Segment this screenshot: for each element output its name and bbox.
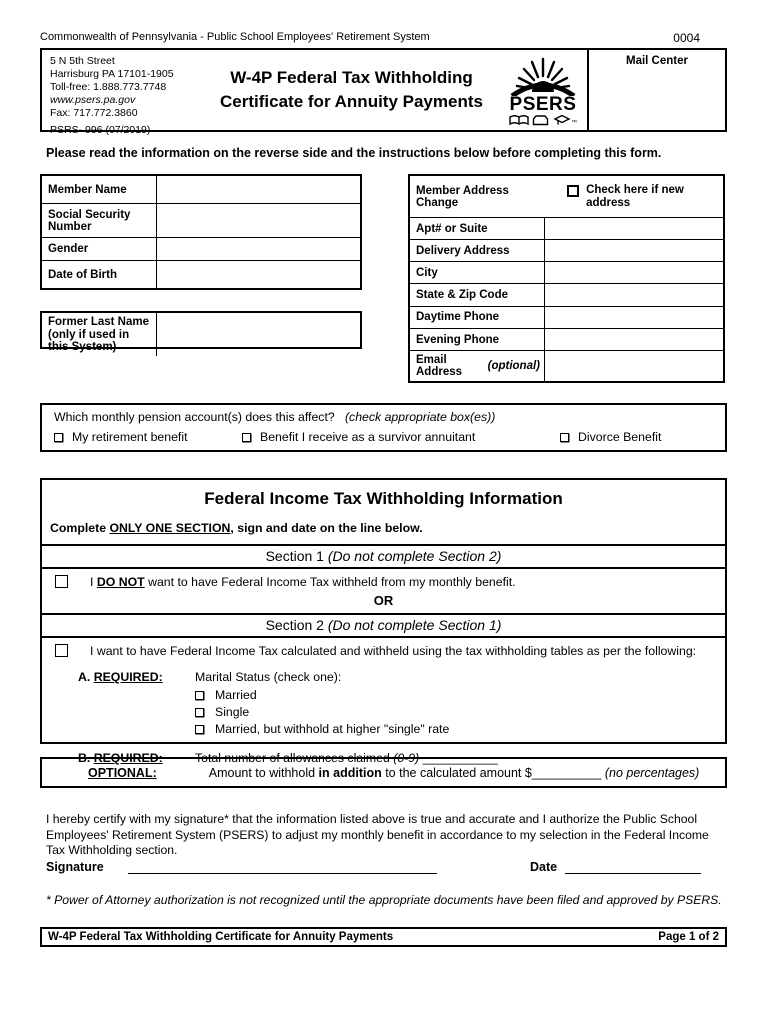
- psers-logo-text: PSERS: [509, 94, 577, 115]
- evening-phone-label: Evening Phone: [410, 329, 545, 351]
- survivor-annuitant-checkbox[interactable]: [242, 433, 251, 442]
- website-link[interactable]: www.psers.pa.gov: [50, 94, 136, 106]
- sunburst-icon: [506, 56, 580, 96]
- section1-checkbox[interactable]: [55, 575, 68, 588]
- former-name-table: [40, 311, 362, 353]
- dob-label: Date of Birth: [42, 261, 157, 288]
- optional-box: [40, 757, 727, 788]
- new-address-checkbox[interactable]: [567, 185, 579, 197]
- gender-label: Gender: [42, 238, 157, 261]
- address-change-table: [408, 174, 725, 383]
- section2-header: [42, 613, 725, 638]
- signature-line[interactable]: [128, 860, 437, 874]
- agency-address-block: [42, 50, 204, 136]
- optional-emphasis: OPTIONAL:: [88, 765, 157, 780]
- former-name-field[interactable]: [157, 313, 360, 356]
- dob-field[interactable]: [157, 261, 360, 288]
- survivor-annuitant-label: Benefit I receive as a survivor annuitant: [260, 430, 476, 444]
- section2-statement: I want to have Federal Income Tax calculated and withheld using the tax withholding tables as per the following:: [90, 644, 697, 658]
- city-label: City: [410, 262, 545, 284]
- state-zip-field[interactable]: [545, 284, 723, 306]
- optional-amount-field[interactable]: __________: [531, 765, 605, 780]
- section2-title: Section 2: [265, 617, 328, 633]
- apt-suite-field[interactable]: [545, 218, 723, 240]
- date-label: Date: [530, 860, 558, 874]
- signature-row: [46, 860, 724, 876]
- pension-question: Which monthly pension account(s) does this affect?: [54, 410, 335, 424]
- pension-account-box: [40, 403, 727, 452]
- psers-logo: [499, 50, 587, 130]
- city-field[interactable]: [545, 262, 723, 284]
- ssn-field[interactable]: [157, 204, 360, 238]
- optional-text: [209, 766, 700, 780]
- form-title-line2: Certificate for Annuity Payments: [220, 92, 483, 111]
- divorce-benefit-checkbox[interactable]: [560, 433, 569, 442]
- item-a-block: [42, 658, 725, 738]
- single-label: Single: [215, 705, 250, 719]
- gender-field[interactable]: [157, 238, 360, 261]
- item-b-required: REQUIRED:: [93, 751, 163, 765]
- section1-title: Section 1: [265, 548, 328, 564]
- s1-pre: I: [90, 575, 97, 589]
- mail-center-label: Mail Center: [626, 55, 688, 67]
- logo-symbols: [509, 114, 571, 126]
- page-indicator: Page 1 of 2: [658, 931, 719, 943]
- notice-text: Please read the information on the reverse side and the instructions below before completing this form.: [46, 146, 662, 160]
- section1-statement: [90, 575, 516, 589]
- member-name-field[interactable]: [157, 176, 360, 204]
- retirement-benefit-checkbox[interactable]: [54, 433, 63, 442]
- new-address-checkbox-label: Check here if new address: [586, 184, 684, 209]
- signature-label: Signature: [46, 860, 104, 874]
- member-info-table: [40, 174, 362, 290]
- header-box: [40, 48, 727, 136]
- evening-phone-field[interactable]: [545, 329, 723, 351]
- email-label: [410, 351, 545, 381]
- ssn-label: Social Security Number: [42, 204, 157, 238]
- allowances-range-note: (0-9): [393, 751, 420, 765]
- book-icon: [510, 116, 528, 124]
- section2-note: (Do not complete Section 1): [327, 617, 502, 633]
- address-line: 5 N 5th Street: [50, 55, 115, 67]
- certification-text: I hereby certify with my signature* that the information listed above is true and accurate and I authorize the Public School Employees' Retirement System (PSERS) to adjust my monthly benefit in accordance to my selection in the Federal Income Tax Withholding section.: [46, 812, 709, 857]
- member-name-label: Member Name: [42, 176, 157, 204]
- form-code: PSRS- 996 (07/2019): [50, 124, 151, 136]
- daytime-phone-field[interactable]: [545, 307, 723, 329]
- married-label: Married: [215, 688, 257, 702]
- married-checkbox[interactable]: [195, 691, 204, 700]
- married-higher-rate-checkbox[interactable]: [195, 725, 204, 734]
- address-change-header: [410, 176, 723, 218]
- complete-pre: Complete: [50, 521, 110, 535]
- email-optional-note: (optional): [487, 360, 540, 373]
- grad-cap-icon: [555, 116, 569, 125]
- footer-title: W-4P Federal Tax Withholding Certificate for Annuity Payments: [48, 931, 394, 943]
- do-not-emphasis: DO NOT: [96, 575, 145, 589]
- married-higher-rate-label: Married, but withhold at higher "single" rate: [215, 722, 450, 736]
- daytime-phone-label: Daytime Phone: [410, 307, 545, 329]
- delivery-address-field[interactable]: [545, 240, 723, 262]
- item-a-prefix: A.: [78, 670, 94, 684]
- doc-number: 0004: [673, 31, 700, 45]
- delivery-address-label: Delivery Address: [410, 240, 545, 262]
- apt-suite-label: Apt# or Suite: [410, 218, 545, 240]
- in-addition-bold: in addition: [318, 765, 382, 780]
- pension-question-note: (check appropriate box(es)): [344, 410, 496, 424]
- mail-center-box: [587, 50, 725, 130]
- marital-status-label: Marital Status (check one):: [195, 670, 342, 684]
- org-title: Commonwealth of Pennsylvania - Public School Employees' Retirement System: [40, 31, 430, 43]
- divorce-benefit-label: Divorce Benefit: [578, 430, 662, 444]
- address-line: Harrisburg PA 17101-1905: [50, 68, 174, 80]
- section2-checkbox[interactable]: [55, 644, 68, 657]
- complete-instruction: [42, 509, 725, 544]
- date-line[interactable]: [565, 860, 701, 874]
- complete-post: , sign and date on the line below.: [230, 521, 423, 535]
- or-separator: OR: [373, 593, 394, 608]
- retirement-benefit-label: My retirement benefit: [72, 430, 188, 444]
- address-change-label: Member Address Change: [416, 184, 509, 209]
- top-line: [40, 31, 727, 45]
- email-label-text: Email Address: [416, 353, 463, 379]
- form-title: [204, 50, 499, 130]
- section1-option-row: [42, 569, 725, 589]
- email-field[interactable]: [545, 351, 723, 381]
- poa-footnote: * Power of Attorney authorization is not recognized until the appropriate documents have been filed and approved by PSERS.: [46, 893, 722, 907]
- item-a-required: REQUIRED:: [93, 670, 163, 684]
- section1-note: (Do not complete Section 2): [327, 548, 502, 564]
- no-percentages-note: (no percentages): [604, 765, 700, 780]
- item-b-prefix: B.: [78, 751, 94, 765]
- federal-withholding-box: [40, 478, 727, 765]
- section1-header: [42, 544, 725, 569]
- footer-bar: [40, 927, 727, 947]
- federal-box-title: Federal Income Tax Withholding Information: [204, 489, 563, 508]
- s1-post: want to have Federal Income Tax withheld from my monthly benefit.: [144, 575, 516, 589]
- optional-mid: to the calculated amount $: [381, 765, 532, 780]
- allowances-label: Total number of allowances claimed: [195, 751, 394, 765]
- section2-option-row: [42, 638, 725, 658]
- trademark-symbol: ™: [571, 120, 577, 126]
- form-title-line1: W-4P Federal Tax Withholding: [230, 68, 473, 87]
- only-one-section-emphasis: ONLY ONE SECTION: [109, 521, 231, 535]
- item-a-key: [78, 670, 195, 738]
- keystone-icon: [534, 116, 548, 125]
- optional-pre: Amount to withhold: [208, 765, 319, 780]
- address-line: Toll-free: 1.888.773.7748: [50, 81, 167, 93]
- allowances-blank-field[interactable]: ___________: [419, 751, 498, 765]
- state-zip-label: State & Zip Code: [410, 284, 545, 306]
- address-line: Fax: 717.772.3860: [50, 107, 138, 119]
- former-name-label: Former Last Name (only if used in this System): [42, 313, 157, 356]
- single-checkbox[interactable]: [195, 708, 204, 717]
